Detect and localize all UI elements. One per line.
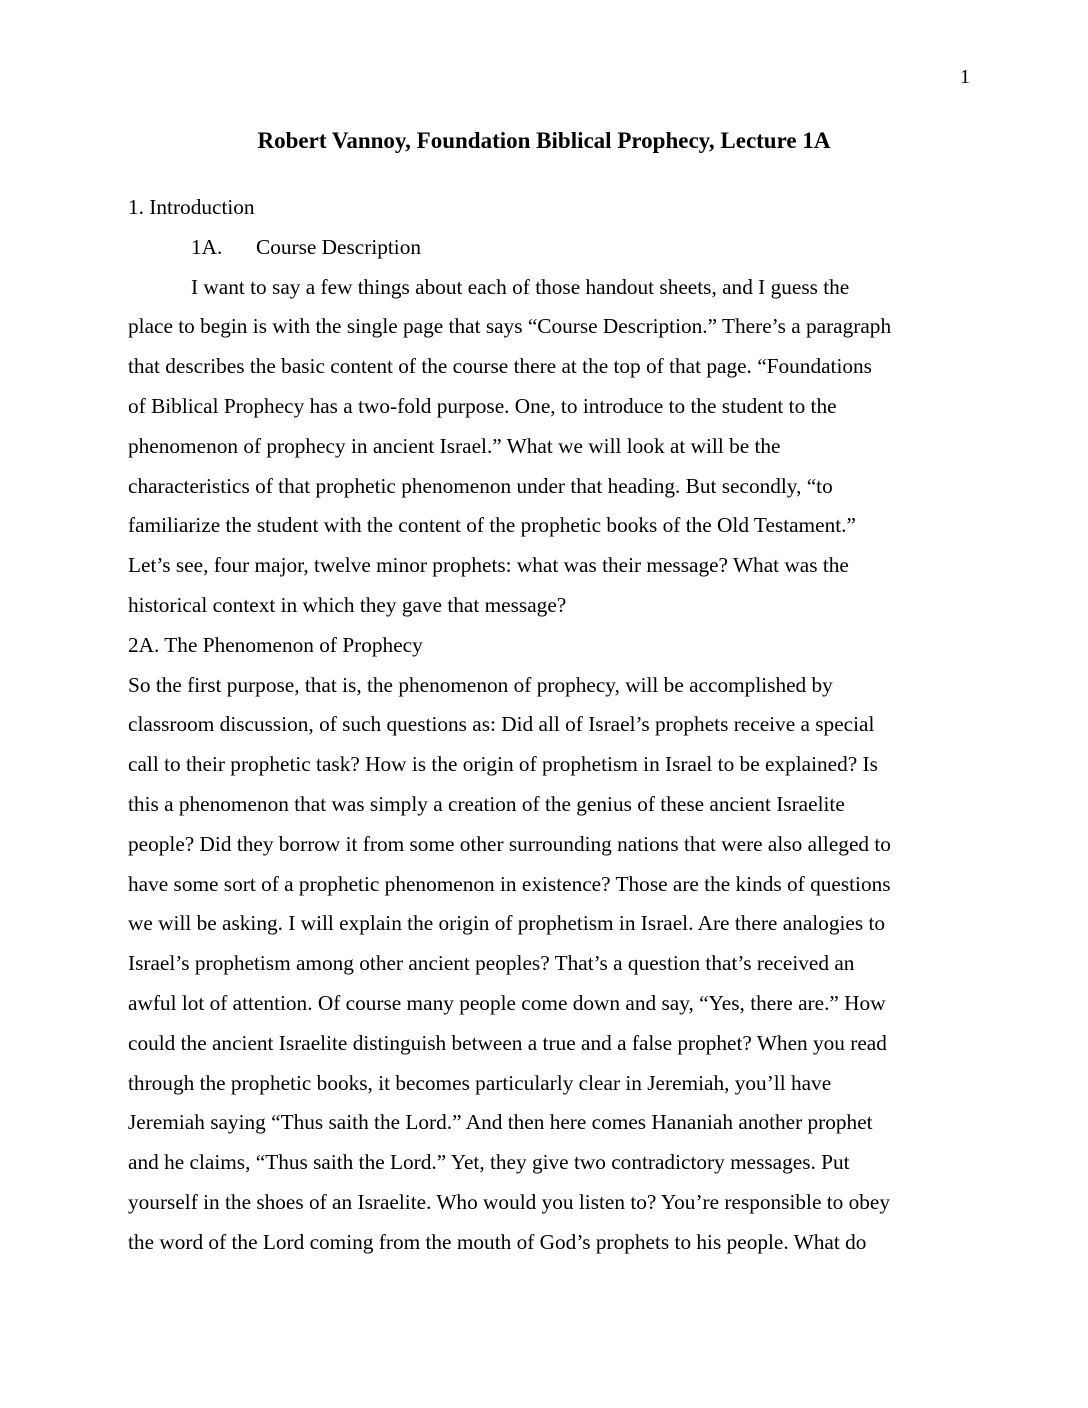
text-line: yourself in the shoes of an Israelite. Who would you listen to? You’re responsible to obey bbox=[128, 1189, 891, 1214]
paragraph-phenomenon-of-prophecy bbox=[128, 666, 978, 1263]
text-line: have some sort of a prophetic phenomenon in existence? Those are the kinds of questions bbox=[128, 871, 891, 896]
text-line: we will be asking. I will explain the origin of prophetism in Israel. Are there analogies to bbox=[128, 911, 886, 936]
section-heading: 1. Introduction bbox=[128, 195, 255, 219]
text-line: place to begin is with the single page that says “Course Description.” There’s a paragraph bbox=[128, 314, 892, 339]
text-line: Let’s see, four major, twelve minor prophets: what was their message? What was the bbox=[128, 553, 849, 578]
text-line: call to their prophetic task? How is the origin of prophetism in Israel to be explained? Is bbox=[128, 752, 878, 777]
text-line: and he claims, “Thus saith the Lord.” Yet, they give two contradictory messages. Put bbox=[128, 1150, 850, 1175]
text-line: awful lot of attention. Of course many people come down and say, “Yes, there are.” How bbox=[128, 990, 886, 1015]
text-line: characteristics of that prophetic phenomenon under that heading. But secondly, “to bbox=[128, 473, 833, 498]
text-line: phenomenon of prophecy in ancient Israel.” What we will look at will be the bbox=[128, 433, 781, 458]
text-line: of Biblical Prophecy has a two-fold purpose. One, to introduce to the student to the bbox=[128, 393, 837, 418]
text-line: Israel’s prophetism among other ancient peoples? That’s a question that’s received an bbox=[128, 951, 855, 976]
text-line: people? Did they borrow it from some other surrounding nations that were also alleged to bbox=[128, 831, 891, 856]
document-body bbox=[128, 188, 978, 1263]
text-line: through the prophetic books, it becomes particularly clear in Jeremiah, you’ll have bbox=[128, 1070, 832, 1095]
subsection-heading-course-description bbox=[128, 228, 978, 268]
text-line: I want to say a few things about each of those handout sheets, and I guess the bbox=[191, 274, 850, 299]
subsection-heading-phenomenon: 2A. The Phenomenon of Prophecy bbox=[128, 632, 423, 657]
page-number: 1 bbox=[960, 66, 970, 88]
text-line: this a phenomenon that was simply a creation of the genius of these ancient Israelite bbox=[128, 791, 845, 816]
text-line: classroom discussion, of such questions as: Did all of Israel’s prophets receive a special bbox=[128, 712, 875, 737]
document-title: Robert Vannoy, Foundation Biblical Prophecy, Lecture 1A bbox=[257, 128, 831, 153]
text-line: historical context in which they gave that message? bbox=[128, 592, 567, 617]
text-line: the word of the Lord coming from the mouth of God’s prophets to his people. What do bbox=[128, 1229, 867, 1254]
text-line: that describes the basic content of the course there at the top of that page. “Foundations bbox=[128, 354, 872, 379]
subsection-label: Course Description bbox=[256, 234, 422, 259]
subsection-number: 1A. bbox=[191, 234, 223, 259]
text-line: Jeremiah saying “Thus saith the Lord.” And then here comes Hananiah another prophet bbox=[128, 1110, 873, 1135]
paragraph-course-description bbox=[128, 268, 978, 626]
text-line: familiarize the student with the content of the prophetic books of the Old Testament.” bbox=[128, 513, 856, 538]
text-line: So the first purpose, that is, the phenomenon of prophecy, will be accomplished by bbox=[128, 672, 833, 697]
text-line: could the ancient Israelite distinguish between a true and a false prophet? When you read bbox=[128, 1030, 887, 1055]
